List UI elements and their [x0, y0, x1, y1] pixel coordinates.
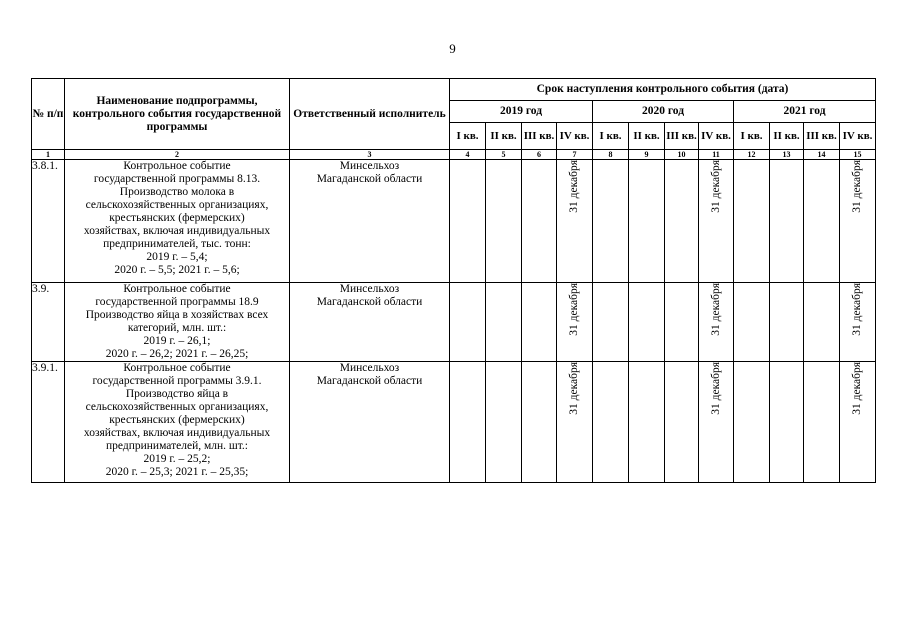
event-name-line: сельскохозяйственных организациях, — [85, 199, 269, 211]
header-quarter: I кв. — [593, 123, 629, 150]
deadline-date: 31 декабря — [709, 362, 722, 415]
header-num: № п/п — [32, 79, 65, 150]
quarter-date-cell — [734, 362, 770, 483]
column-number: 4 — [450, 150, 486, 160]
event-name-line: 2019 г. – 25,2; — [143, 453, 211, 465]
event-name-line: 2020 г. – 5,5; 2021 г. – 5,6; — [114, 264, 240, 276]
executor-line: Магаданской области — [316, 173, 423, 185]
deadline-date: 31 декабря — [568, 362, 580, 415]
quarter-date-cell — [557, 283, 593, 362]
quarter-date-cell — [699, 283, 734, 362]
quarter-date-cell — [557, 160, 593, 283]
quarter-date-cell — [629, 362, 665, 483]
column-number: 3 — [290, 150, 450, 160]
column-number: 5 — [486, 150, 522, 160]
control-events-table — [31, 78, 876, 483]
quarter-date-cell — [450, 160, 486, 283]
header-deadline: Срок наступления контрольного события (дата) — [450, 79, 876, 101]
column-number: 6 — [522, 150, 557, 160]
responsible-executor — [290, 160, 450, 283]
column-number: 1 — [32, 150, 65, 160]
quarter-date-cell — [486, 283, 522, 362]
deadline-date: 31 декабря — [568, 160, 580, 213]
column-number: 13 — [770, 150, 804, 160]
event-name-line: 2020 г. – 26,2; 2021 г. – 26,25; — [105, 348, 249, 360]
event-name-line: 2019 г. – 5,4; — [146, 251, 208, 263]
column-number: 7 — [557, 150, 593, 160]
event-name-line: Контрольное событие — [123, 283, 231, 295]
quarter-date-cell — [557, 362, 593, 483]
quarter-date-cell — [629, 160, 665, 283]
header-year: 2021 год — [734, 101, 876, 123]
header-executor: Ответственный исполнитель — [290, 79, 450, 150]
row-number: 3.9. — [32, 283, 65, 362]
header-quarter: IV кв. — [557, 123, 593, 150]
quarter-date-cell — [593, 283, 629, 362]
header-name: Наименование подпрограммы, контрольного события государственной программы — [65, 79, 290, 150]
quarter-date-cell — [840, 160, 876, 283]
table-row — [32, 283, 876, 362]
quarter-date-cell — [840, 283, 876, 362]
deadline-date: 31 декабря — [568, 283, 580, 336]
quarter-date-cell — [804, 283, 840, 362]
quarter-date-cell — [840, 362, 876, 483]
event-name-line: Контрольное событие — [123, 362, 231, 374]
event-name-line: предпринимателей, млн. шт.: — [106, 440, 248, 452]
deadline-date: 31 декабря — [851, 362, 863, 415]
event-name-line: государственной программы 8.13. — [93, 173, 261, 185]
event-name-line: Контрольное событие — [123, 160, 231, 172]
column-number: 2 — [65, 150, 290, 160]
page-number: 9 — [449, 41, 456, 56]
event-name-line: Производство молока в — [119, 186, 235, 198]
column-number: 8 — [593, 150, 629, 160]
quarter-date-cell — [486, 362, 522, 483]
quarter-date-cell — [770, 160, 804, 283]
event-name — [65, 283, 290, 362]
header-year: 2019 год — [450, 101, 593, 123]
quarter-date-cell — [629, 283, 665, 362]
quarter-date-cell — [734, 160, 770, 283]
header-quarter: I кв. — [734, 123, 770, 150]
event-name-line: 2019 г. – 26,1; — [143, 335, 211, 347]
event-name-line: сельскохозяйственных организациях, — [85, 401, 269, 413]
responsible-executor — [290, 283, 450, 362]
event-name — [65, 160, 290, 283]
responsible-executor — [290, 362, 450, 483]
executor-line: Минсельхоз — [339, 362, 400, 374]
deadline-date: 31 декабря — [709, 160, 722, 213]
table-row — [32, 160, 876, 283]
event-name — [65, 362, 290, 483]
quarter-date-cell — [522, 362, 557, 483]
quarter-date-cell — [804, 160, 840, 283]
header-quarter: IV кв. — [840, 123, 876, 150]
event-name-line: категорий, млн. шт.: — [127, 322, 227, 334]
quarter-date-cell — [699, 362, 734, 483]
header-quarter: III кв. — [804, 123, 840, 150]
column-number: 10 — [665, 150, 699, 160]
header-quarter: I кв. — [450, 123, 486, 150]
event-name-line: Производство яйца в хозяйствах всех — [85, 309, 269, 321]
header-quarter: III кв. — [665, 123, 699, 150]
quarter-date-cell — [593, 362, 629, 483]
event-name-line: хозяйствах, включая индивидуальных — [83, 225, 271, 237]
header-quarter: II кв. — [770, 123, 804, 150]
column-number: 9 — [629, 150, 665, 160]
header-quarter: III кв. — [522, 123, 557, 150]
quarter-date-cell — [804, 362, 840, 483]
column-number: 15 — [840, 150, 876, 160]
column-number: 14 — [804, 150, 840, 160]
executor-line: Минсельхоз — [339, 283, 400, 295]
quarter-date-cell — [665, 362, 699, 483]
header-quarter: II кв. — [486, 123, 522, 150]
quarter-date-cell — [450, 362, 486, 483]
event-name-line: 2020 г. – 25,3; 2021 г. – 25,35; — [105, 466, 249, 478]
quarter-date-cell — [450, 283, 486, 362]
row-number: 3.9.1. — [32, 362, 65, 483]
quarter-date-cell — [665, 283, 699, 362]
header-quarter: IV кв. — [699, 123, 734, 150]
event-name-line: крестьянских (фермерских) — [109, 414, 245, 426]
event-name-line: крестьянских (фермерских) — [109, 212, 245, 224]
quarter-date-cell — [770, 362, 804, 483]
quarter-date-cell — [699, 160, 734, 283]
quarter-date-cell — [522, 283, 557, 362]
executor-line: Минсельхоз — [339, 160, 400, 172]
executor-line: Магаданской области — [316, 375, 423, 387]
quarter-date-cell — [665, 160, 699, 283]
deadline-date: 31 декабря — [709, 283, 722, 336]
row-number: 3.8.1. — [32, 160, 65, 283]
executor-line: Магаданской области — [316, 296, 423, 308]
quarter-date-cell — [593, 160, 629, 283]
quarter-date-cell — [734, 283, 770, 362]
quarter-date-cell — [486, 160, 522, 283]
header-quarter: II кв. — [629, 123, 665, 150]
quarter-date-cell — [770, 283, 804, 362]
deadline-date: 31 декабря — [851, 283, 863, 336]
event-name-line: государственной программы 3.9.1. — [92, 375, 262, 387]
event-name-line: предпринимателей, тыс. тонн: — [103, 238, 251, 250]
event-name-line: Производство яйца в — [125, 388, 229, 400]
header-year: 2020 год — [593, 101, 734, 123]
column-number: 12 — [734, 150, 770, 160]
column-number: 11 — [699, 150, 734, 160]
quarter-date-cell — [522, 160, 557, 283]
table-row — [32, 362, 876, 483]
event-name-line: хозяйствах, включая индивидуальных — [83, 427, 271, 439]
event-name-line: государственной программы 18.9 — [95, 296, 259, 308]
deadline-date: 31 декабря — [851, 160, 863, 213]
